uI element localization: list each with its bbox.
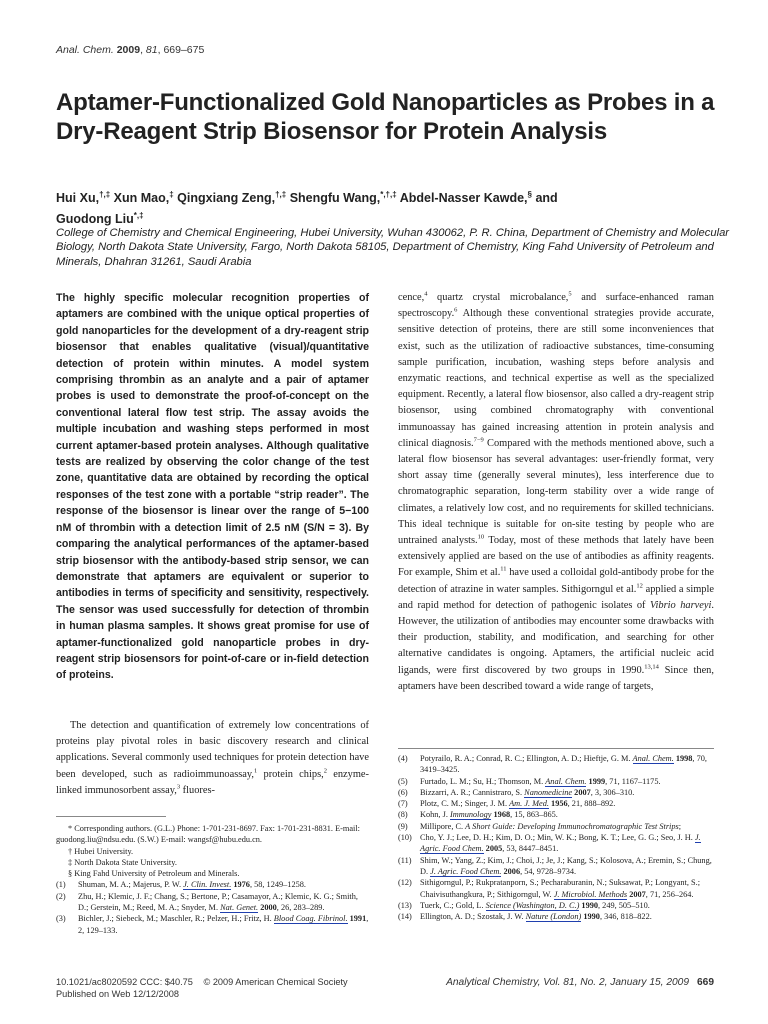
reference-text xyxy=(420,821,714,832)
intro-text xyxy=(56,718,369,799)
author-conjunction: and xyxy=(535,191,558,206)
ref-year: 2006 xyxy=(501,866,521,876)
ref-authors: Furtado, L. M.; Su, H.; Thomson, M. xyxy=(420,776,546,786)
intro-paragraph-right xyxy=(398,290,714,695)
ref-details: , 346, 818–822. xyxy=(599,912,652,922)
citation-ref[interactable]: 11 xyxy=(500,565,507,573)
journal-volume: 81 xyxy=(145,44,158,56)
reference-text xyxy=(420,877,714,900)
citation-ref[interactable]: 5 xyxy=(568,290,572,298)
reference-number: (9) xyxy=(398,821,408,831)
author-list xyxy=(56,186,716,228)
journal-link[interactable]: Nanomedicine xyxy=(524,787,573,797)
journal-link[interactable]: Anal. Chem. xyxy=(545,776,587,786)
journal-link[interactable]: Am. J. Med. xyxy=(509,799,549,809)
author-name: Xun Mao, xyxy=(113,191,170,206)
author-marks: ‡ xyxy=(169,190,174,199)
journal-link[interactable]: Nature (London) xyxy=(525,912,582,922)
footnote-corresponding: * Corresponding authors. (G.L.) Phone: 1-701-231-8697. Fax: 1-701-231-8831. E-mail: guodong.liu@ndsu.edu. (S.W.) E-mail: wangsf@hubu.edu.cn. xyxy=(56,824,360,845)
species-name: Vibrio harveyi xyxy=(649,599,712,611)
reference-number: (2) xyxy=(56,891,66,901)
reference-item xyxy=(398,821,714,832)
reference-item xyxy=(398,776,714,787)
ref-year: 2007 xyxy=(627,889,646,899)
reference-number: (1) xyxy=(56,880,66,890)
reference-number: (7) xyxy=(398,799,408,809)
reference-text xyxy=(420,798,714,809)
footnotes-left xyxy=(56,823,369,936)
footnote-affiliation: ‡ North Dakota State University. xyxy=(68,857,177,867)
reference-number: (14) xyxy=(398,912,412,922)
reference-text xyxy=(420,776,714,787)
ref-details: , 26, 283–289. xyxy=(276,903,325,913)
reference-text xyxy=(420,753,714,776)
author-marks: †,‡ xyxy=(275,190,287,199)
journal-link[interactable]: J. Clin. Invest. xyxy=(183,880,232,890)
reference-text xyxy=(78,879,369,890)
reference-text xyxy=(420,809,714,820)
reference-text xyxy=(78,891,369,914)
reference-item xyxy=(398,855,714,878)
ref-authors: Plotz, C. M.; Singer, J. M. xyxy=(420,799,510,809)
reference-text xyxy=(78,913,369,936)
journal-issue: Analytical Chemistry, Vol. 81, No. 2, January 15, 2009 xyxy=(446,977,689,988)
author-name: Shengfu Wang, xyxy=(289,191,381,206)
ref-year: 1990 xyxy=(581,912,600,922)
reference-number: (12) xyxy=(398,878,412,888)
page-footer xyxy=(430,977,714,988)
journal-link[interactable]: J. Microbiol. Methods xyxy=(553,889,628,899)
footnote-divider xyxy=(56,816,166,817)
text-run: quartz crystal microbalance, xyxy=(427,292,569,303)
ref-details: , 15, 863–865. xyxy=(510,810,558,820)
ref-details: , 3, 306–310. xyxy=(590,787,635,797)
ref-year: 1990 xyxy=(579,900,599,910)
author-name: Guodong Liu xyxy=(56,212,134,227)
citation-ref[interactable]: 10 xyxy=(477,533,485,541)
ref-year: 1976 xyxy=(231,880,250,890)
ref-authors: Potyrailo, R. A.; Conrad, R. C.; Ellington, A. D.; Hieftje, G. M. xyxy=(420,754,633,763)
reference-item xyxy=(398,753,714,776)
ref-details: , 249, 505–510. xyxy=(598,900,650,910)
reference-number: (8) xyxy=(398,810,408,820)
journal-link[interactable]: Science (Washington, D. C.) xyxy=(485,900,580,910)
abstract: The highly specific molecular recognition properties of aptamers are combined with the unique optical properties of gold nanoparticles for the development of a dry-reagent strip biosensor that enables qualitative (visual)/quantitative detection of protein within minutes. A model system comprising thrombin as an analyte and a pair of aptamer probes is used to demonstrate the proof-of-concept on the conventional lateral flow test strip. The assay avoids the multiple incubation and washing steps performed in most current aptamer-based protein analyses. Although qualitative tests are realized by observing the color change of the test zone, quantitative data are obtained by recording the optical responses of the test zone with a portable “strip reader”. The response of the biosensor is linear over the range of 5−100 nM of thrombin with a detection limit of 2.5 nM (S/N = 3). By comparing the analytical performances of the aptamer-based strip biosensor with the antibody-based strip sensor, we can demonstrate that aptamers are equivalent or superior to antibodies in terms of specificity and sensitivity, respectively. The sensor was used successfully for detection of thrombin in human plasma samples. It shows great promise for use of aptamer-functionalized gold nanoparticle probes in dry-reagent strip biosensors for point-of-care or in-field detection of proteins. xyxy=(56,292,369,682)
ref-year: 1956 xyxy=(548,799,568,809)
journal-year: 2009 xyxy=(116,44,141,56)
text-run: have used a colloidal gold-antibody probe for the detection of atrazine in water samples. Sithigorngul et al. xyxy=(398,567,714,595)
ref-authors: Bizzarri, A. R.; Cannistraro, S. xyxy=(420,787,525,797)
citation-ref[interactable]: 2 xyxy=(323,767,327,775)
copyright-symbol: © xyxy=(203,977,211,987)
reference-text xyxy=(420,787,714,798)
ref-year: 2007 xyxy=(572,787,591,797)
published-date: Published on Web 12/12/2008 xyxy=(56,988,179,999)
page-number: 669 xyxy=(697,977,714,988)
author-name: Abdel-Nasser Kawde, xyxy=(399,191,528,206)
doi: 10.1021/ac8020592 CCC: $40.75 xyxy=(56,977,193,987)
reference-item xyxy=(398,877,714,900)
reference-item xyxy=(398,798,714,809)
citation-ref[interactable]: 4 xyxy=(424,290,428,298)
ref-details: , 54, 9728–9734. xyxy=(520,866,577,876)
journal-link[interactable]: Anal. Chem. xyxy=(632,754,674,763)
author-name: Hui Xu, xyxy=(56,191,100,206)
ref-details: , 58, 1249–1258. xyxy=(249,880,306,890)
ref-authors: Shuman, M. A.; Majerus, P. W. xyxy=(78,880,184,890)
ref-authors: Bichler, J.; Siebeck, M.; Maschler, R.; Pelzer, H.; Fritz, H. xyxy=(78,914,274,924)
ref-authors: Sithigorngul, P.; Rukpratanporn, S.; Pecharaburanin, N.; Suksawat, P.; Longyant, S.; Chaivisuthangkura, P.; Sithigorngul, W. xyxy=(420,878,701,899)
reference-number: (4) xyxy=(398,754,408,763)
reference-text xyxy=(420,855,714,878)
ref-year: 1991 xyxy=(347,914,367,924)
references-divider xyxy=(398,748,714,749)
reference-number: (11) xyxy=(398,855,412,865)
ref-authors: Zhu, H.; Klemic, J. F.; Chang, S.; Bertone, P.; Casamayor, A.; Klemic, K. G.; Smith, D.; Gerstein, M.; Reed, M. A.; Snyder, M. xyxy=(78,891,358,913)
text-run: Since then, aptamers have been described toward a wide range of targets, xyxy=(398,664,714,692)
reference-number: (10) xyxy=(398,833,412,843)
text-run: Today, most of these methods that lately have been extensively applied are based on the use of antibodies as affinity reagents. For example, Shim et al. xyxy=(398,535,714,579)
reference-number: (13) xyxy=(398,900,412,910)
ref-authors: Shim, W.; Yang, Z.; Kim, J.; Choi, J.; Je, J.; Kang, S.; Kolosova, A.; Eremin, S.; Chung, D. xyxy=(420,855,712,876)
text-run: and surface-enhanced raman spectroscopy. xyxy=(398,292,714,320)
ref-authors: Tuerk, C.; Gold, L. xyxy=(420,900,486,910)
ref-authors: Kohn, J. xyxy=(420,810,450,820)
intro-paragraph-left xyxy=(56,718,369,799)
text-run: . However, the utilization of antibodies may encounter some drawbacks with their production, stability, and modification, and searching for other alternative candidates is ongoing. Aptamers, the artificial nucleic acid ligands, were first discovered by two groups in 1990. xyxy=(398,599,714,676)
citation-ref[interactable]: 7−9 xyxy=(473,436,484,444)
text-run: The detection and quantification of extremely low concentrations of proteins play pivotal roles in basic discovery research and clinical applications. Several commonly used techniques for protein detection have been developed, such as radioimmunoassay, xyxy=(56,720,369,780)
ref-details: ; xyxy=(678,821,682,831)
references-right xyxy=(398,753,714,922)
ref-details: , 71, 256–264. xyxy=(645,889,694,899)
ref-details: , 2, 129–133. xyxy=(78,914,369,935)
journal-link[interactable]: Nat. Genet. xyxy=(220,903,259,913)
author-marks: *,†,‡ xyxy=(380,190,397,199)
citation-ref[interactable]: 3 xyxy=(176,783,181,791)
reference-text xyxy=(420,832,714,855)
ref-book-title: A Short Guide: Developing Immunochromatographic Test Strips xyxy=(465,821,679,831)
journal-link[interactable]: Immunology xyxy=(449,810,492,820)
citation-ref[interactable]: 13,14 xyxy=(644,663,659,671)
reference-item xyxy=(398,787,714,798)
journal-link[interactable]: J. Agric. Food Chem. xyxy=(420,833,701,854)
footnote-affiliation: § King Fahd University of Petroleum and Minerals. xyxy=(68,869,240,879)
ref-year: 2000 xyxy=(258,903,277,913)
ref-details: , 21, 888–892. xyxy=(567,799,616,809)
article-title: Aptamer-Functionalized Gold Nanoparticles as Probes in a Dry-Reagent Strip Biosensor for Protein Analysis xyxy=(56,89,715,145)
reference-number: (5) xyxy=(398,776,408,786)
ref-authors: Cho, Y. J.; Lee, D. H.; Kim, D. O.; Min, W. K.; Bong, K. T.; Lee, G. G.; Seo, J. H. xyxy=(420,833,695,843)
ref-details: , 71, 1167–1175. xyxy=(605,776,661,786)
reference-number: (6) xyxy=(398,787,408,797)
text-run: fluores- xyxy=(180,784,215,796)
text-run: cence, xyxy=(398,292,425,303)
reference-item xyxy=(398,832,714,855)
author-name: Qingxiang Zeng, xyxy=(177,191,276,206)
reference-item xyxy=(56,879,369,890)
citation-ref[interactable]: 1 xyxy=(254,767,258,775)
text-run: enzyme-linked immunosorbent assay, xyxy=(56,768,369,796)
ref-year: 2005 xyxy=(483,844,503,854)
reference-item xyxy=(56,913,369,936)
journal-pages: 669–675 xyxy=(163,44,205,56)
footnote-affiliation: † Hubei University. xyxy=(68,846,134,856)
doi-block xyxy=(56,977,348,1000)
ref-authors: Ellington, A. D.; Szostak, J. W. xyxy=(420,912,526,922)
ref-year: 1998 xyxy=(673,754,693,763)
journal-name: Anal. Chem. xyxy=(56,44,114,56)
text-run: Compared with the methods mentioned above, such a lateral flow biosensor has several advantages: user-friendly format, very short assay time (generally several minutes), less interference due to chromatographic separation, long-term stability over a wide range of climates, a relatively low cost, and no requirements for skilled technicians. This ideal technique is suitable for on-site testing by people who are untrained analysts. xyxy=(398,437,714,547)
reference-text xyxy=(420,911,714,922)
text-run: Although these conventional strategies provide accurate, sensitive detection of proteins, there are still some inconveniences that exist, such as the utilization of radioactive substances, time-consuming sample purification, incubation, washing steps before analysis and enzymatic reactions, and technical expertise as well as the specialized equipment. Recently, a lateral flow biosensor, also called a dry-reagent strip biosensor, using combined chromatography with conventional immunoassay has gained increasing attention in protein analysis and clinical diagnosis. xyxy=(398,308,714,449)
citation-ref[interactable]: 12 xyxy=(636,582,643,590)
reference-text xyxy=(420,900,714,911)
reference-item xyxy=(398,809,714,820)
journal-citation: Anal. Chem. 2009, 81, 669–675 xyxy=(56,44,205,56)
ref-authors: Millipore, C. xyxy=(420,821,466,831)
reference-number: (3) xyxy=(56,914,66,924)
affiliations: College of Chemistry and Chemical Engineering, Hubei University, Wuhan 430062, P. R. China, Department of Chemistry and Molecular Biology, North Dakota State University, Fargo, North Dakota 58105, Department of Chemistry, King Fahd University of Petroleum and Minerals, Dhahran 31261, Saudi Arabia xyxy=(56,227,730,268)
text-run: applied a simple and rapid method for detection of pathogenic isolates of xyxy=(398,583,714,611)
ref-details: , 70, 3419–3425. xyxy=(420,754,707,775)
ref-year: 1968 xyxy=(491,810,511,820)
reference-item xyxy=(56,891,369,914)
journal-link[interactable]: J. Agric. Food Chem. xyxy=(430,866,502,876)
ref-year: 1999 xyxy=(586,776,606,786)
text-run: protein chips, xyxy=(257,768,324,780)
ref-details: , 53, 8447–8451. xyxy=(502,844,559,854)
reference-item xyxy=(398,911,714,922)
author-marks: †,‡ xyxy=(99,190,111,199)
author-marks: § xyxy=(527,190,532,199)
copyright: 2009 American Chemical Society xyxy=(212,977,348,987)
citation-ref[interactable]: 6 xyxy=(454,306,458,314)
reference-item xyxy=(398,900,714,911)
journal-link[interactable]: Blood Coag. Fibrinol. xyxy=(273,914,348,924)
author-marks: *,‡ xyxy=(133,211,144,221)
